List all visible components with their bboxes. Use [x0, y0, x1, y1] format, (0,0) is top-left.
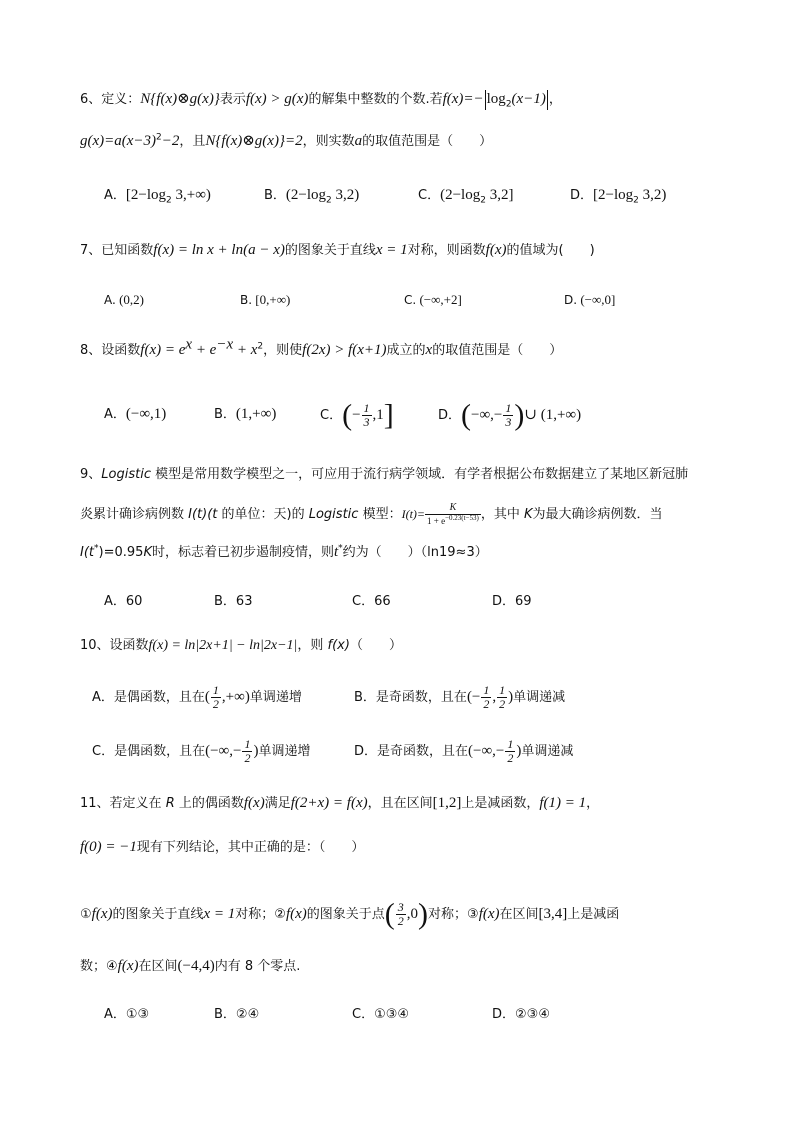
q8-option-c[interactable]: [320, 400, 394, 431]
fraction: [396, 901, 406, 928]
frac-den: 2: [212, 697, 219, 711]
q10-options-row1: [92, 682, 754, 712]
option-text: 是偶函数，且在: [114, 744, 206, 759]
q7-option-d[interactable]: [564, 288, 615, 312]
option-math: 3,2): [638, 187, 667, 203]
option-math: ): [253, 743, 259, 759]
frac-den: 2: [507, 751, 514, 765]
q11-line: x = 1: [203, 906, 236, 922]
q9-star: *: [94, 543, 99, 554]
q9-formula-fraction: [425, 502, 481, 527]
q6-option-a[interactable]: [104, 183, 211, 208]
q6-options: [104, 183, 754, 207]
option-label: D.: [564, 293, 578, 307]
option-value: ①③: [125, 1007, 150, 1022]
frac-num: 1: [483, 683, 490, 697]
fraction: [481, 684, 491, 711]
q6-f-definition: f(x)=−: [442, 91, 484, 107]
q6-log-base: 2: [505, 99, 512, 110]
q8-options: [104, 400, 754, 432]
q7-option-a[interactable]: [104, 288, 144, 312]
option-math: [0,+∞): [252, 292, 291, 307]
option-math: (−∞,−: [205, 743, 242, 759]
q9-text: 时，标志着已初步遏制疫情，则: [151, 545, 334, 560]
option-math: −∞,−: [471, 407, 503, 423]
frac-den: 2: [244, 751, 251, 765]
q6-text: 6、定义：: [80, 92, 141, 107]
q10-text: （ ）: [349, 638, 402, 653]
option-math: 3,+∞): [171, 187, 211, 203]
option-math: (−∞,−: [468, 743, 505, 759]
q11-f1: f(1) = 1: [539, 795, 587, 811]
q6-text: ，则实数: [302, 134, 355, 149]
option-label: C．: [92, 744, 115, 759]
fraction: [503, 402, 513, 429]
q6-text: 表示: [219, 92, 246, 107]
option-text: 是奇函数，且在: [377, 744, 469, 759]
frac-num: 1: [505, 401, 512, 415]
q11-text: 11、若定义在: [80, 796, 166, 811]
frac-num: 1: [507, 737, 514, 751]
frac-den: 2: [483, 697, 490, 711]
q9-text: 的单位：天)的: [217, 507, 309, 522]
option-label: A．: [92, 690, 114, 705]
q7-function: f(x) = ln x + ln(a − x): [153, 242, 285, 258]
fraction: [497, 684, 507, 711]
q6-text: ，: [548, 92, 562, 107]
frac-den: 3: [363, 415, 370, 429]
q9-text: )=0.95: [98, 545, 144, 560]
q11-fx: f(x): [478, 906, 500, 922]
q11-text: 对称；③: [428, 907, 479, 922]
option-math: (2−log: [440, 187, 481, 203]
q11-stem-line2: [80, 836, 754, 859]
q11-f0: f(0) = −1: [80, 839, 137, 855]
option-math: ): [508, 689, 514, 705]
q6-stem-line2: [80, 130, 754, 153]
q9-stem-line3: [80, 541, 754, 564]
option-sub: 2: [480, 195, 486, 206]
q8-option-a[interactable]: [104, 402, 166, 427]
frac-num: 1: [499, 683, 506, 697]
q9-k: K: [523, 507, 533, 522]
option-label: C．: [418, 188, 441, 203]
option-label: C．: [352, 1007, 375, 1022]
option-label: A．: [104, 188, 126, 203]
q9-option-a[interactable]: [104, 590, 142, 614]
q10-text: 10、设函数: [80, 638, 149, 653]
q7-line: x = 1: [375, 242, 408, 258]
option-label: B．: [264, 188, 286, 203]
q11-text: 上是减函数，: [461, 796, 540, 811]
q8-function: + e: [192, 342, 217, 358]
option-sub: 2: [633, 195, 639, 206]
q6-stem-line1: [80, 88, 754, 111]
frac-den: 3: [505, 415, 512, 429]
q6-g-definition: g(x)=a(x−3): [80, 133, 157, 149]
q9-stem-line2: [80, 500, 754, 529]
option-text: 单调递减: [521, 744, 574, 759]
q7-fx: f(x): [485, 242, 507, 258]
q9-text: ，其中: [480, 507, 524, 522]
q6-option-d[interactable]: [570, 183, 666, 208]
q6-log-arg: (x−1): [511, 91, 546, 107]
option-math: (: [204, 689, 210, 705]
option-text: 是奇函数，且在: [375, 690, 467, 705]
option-label: C．: [320, 408, 343, 423]
q7-options: [104, 288, 754, 312]
q11-fx: f(x): [285, 906, 307, 922]
q11-text: 在区间: [499, 907, 539, 922]
option-label: D．: [438, 408, 462, 423]
q10-option-a[interactable]: [92, 682, 302, 713]
option-label: D．: [570, 188, 594, 203]
q7-text: 对称，则函数: [407, 243, 486, 258]
q11-text: ，且在区间: [367, 796, 433, 811]
q11-text: ，: [586, 796, 600, 811]
q11-text: 数；④: [80, 959, 118, 974]
option-value: 69: [515, 594, 532, 609]
q10-options-row2: [92, 736, 754, 766]
option-text: 单调递减: [513, 690, 566, 705]
paren-right: ): [514, 398, 525, 432]
q10-fx: f(x): [327, 638, 350, 653]
q7-text: 7、已知函数: [80, 243, 154, 258]
option-math: [2−log: [125, 187, 167, 203]
option-label: A．: [104, 1007, 126, 1022]
q6-option-b[interactable]: [264, 183, 359, 208]
q11-text: ①: [80, 907, 92, 922]
q9-formula-lhs: I(t)=: [401, 507, 425, 521]
q7-stem: [80, 239, 754, 262]
q6-option-c[interactable]: [418, 183, 513, 208]
option-label: B.: [240, 293, 253, 307]
q7-option-c[interactable]: [404, 288, 462, 312]
q11-r: R: [165, 796, 175, 811]
q10-option-b[interactable]: [354, 682, 565, 713]
q11-fx: f(x): [91, 906, 113, 922]
option-math: ∪ (1,+∞): [524, 407, 582, 423]
option-math: 3,2]: [485, 187, 514, 203]
q11-text: 内有 8 个零点.: [214, 959, 301, 974]
q11-text: 在区间: [138, 959, 178, 974]
q9-logistic: Logistic: [101, 467, 151, 482]
option-math: (2−log: [285, 187, 327, 203]
q11-interval: [3,4]: [538, 906, 568, 922]
q11-text: 上的偶函数: [174, 796, 244, 811]
q9-text: 为最大确诊病例数．当: [532, 507, 663, 522]
option-math: (1,+∞): [235, 406, 277, 422]
option-math: (−∞,0]: [577, 292, 616, 307]
frac-den: 2: [397, 914, 404, 928]
option-label: C.: [404, 293, 417, 307]
q6-g-exponent: 2: [156, 132, 162, 143]
fraction: [505, 738, 515, 765]
abs-bar-right: [547, 90, 548, 110]
option-label: B．: [354, 690, 376, 705]
q10-function: f(x) = ln|2x+1| − ln|2x−1|: [148, 638, 298, 653]
q6-var-a: a: [354, 133, 363, 149]
q6-g-definition-tail: −2: [161, 133, 180, 149]
q11-text: 满足: [264, 796, 291, 811]
option-sub: 2: [326, 195, 332, 206]
formula-exp: −0.23(t−53): [445, 514, 479, 522]
option-math: ,+∞): [221, 689, 250, 705]
q11-fx: f(x): [117, 958, 139, 974]
q11-options: [104, 1003, 754, 1027]
q11-text: 上是减函: [567, 907, 620, 922]
paren-left: (: [461, 398, 472, 432]
option-label: C．: [352, 594, 375, 609]
q10-stem: [80, 635, 754, 657]
option-text: 是偶函数，且在: [113, 690, 205, 705]
option-math: (−∞,+2]: [416, 292, 462, 307]
q10-option-c[interactable]: [92, 736, 310, 767]
q11-text: 的图象关于直线: [112, 907, 204, 922]
option-label: A．: [104, 594, 126, 609]
option-math: ,1: [372, 407, 384, 423]
q11-option-b[interactable]: [214, 1003, 259, 1027]
q6-inequality: f(x) > g(x): [245, 91, 309, 107]
fraction: [362, 402, 372, 429]
frac-num: K: [425, 502, 481, 515]
option-value: ①③④: [374, 1007, 410, 1022]
q6-n-expression: N{f(x)⊗g(x)}: [140, 91, 220, 107]
q8-option-b[interactable]: [214, 402, 276, 427]
q8-exp: −x: [216, 336, 234, 353]
frac-num: 3: [397, 900, 404, 914]
q9-text: 炎累计确诊病例数: [80, 507, 189, 522]
fraction: [242, 738, 252, 765]
frac-num: 1: [212, 683, 219, 697]
q11-interval: [1,2]: [432, 795, 462, 811]
option-math: ,: [492, 689, 497, 705]
option-text: 单调递增: [249, 690, 302, 705]
option-label: A.: [104, 293, 116, 307]
q8-exp: 2: [257, 341, 264, 352]
q8-stem: [80, 336, 754, 362]
option-value: 66: [374, 594, 391, 609]
option-label: B．: [214, 407, 236, 422]
q9-text: 模型是常用数学模型之一，可应用于流行病学领域．有学者根据公布数据建立了某地区新冠肺: [150, 467, 689, 482]
option-value: ②④: [235, 1007, 260, 1022]
q9-stem-line1: [80, 464, 754, 486]
q9-text: 约为（ ）（ln19≈3）: [342, 545, 488, 560]
q11-interval: (−4,4): [177, 958, 215, 974]
paren-left: (: [342, 398, 353, 432]
option-math: (0,2): [115, 292, 144, 307]
option-label: D．: [354, 744, 378, 759]
q8-text: 成立的: [386, 343, 426, 358]
q8-option-d[interactable]: [438, 400, 581, 431]
option-math: 3,2): [331, 187, 360, 203]
q11-statements-line2: [80, 955, 754, 978]
option-value: ②③④: [515, 1007, 550, 1022]
q11-statements-line1: [80, 898, 754, 931]
q11-stem-line1: [80, 792, 754, 815]
option-label: D．: [492, 1007, 516, 1022]
option-math: ): [516, 743, 522, 759]
q9-option-b[interactable]: [214, 590, 252, 614]
q11-fx: f(x): [243, 795, 265, 811]
q9-star: *: [338, 543, 343, 554]
frac-num: 1: [244, 737, 251, 751]
q9-text: 模型：: [358, 507, 402, 522]
q7-option-b[interactable]: [240, 288, 290, 312]
frac-den: 2: [499, 697, 506, 711]
q11-text: 对称；②: [235, 907, 286, 922]
option-math: (−: [466, 689, 481, 705]
q8-text: ，则使: [263, 343, 303, 358]
q8-text: 的取值范围是（ ）: [432, 343, 563, 358]
q8-inequality: f(2x) > f(x+1): [302, 342, 387, 358]
q6-log: log: [486, 91, 506, 107]
q9-text: 9、: [80, 467, 102, 482]
q9-k: K: [143, 545, 152, 560]
option-label: B．: [214, 594, 236, 609]
q11-option-d[interactable]: [492, 1003, 550, 1027]
formula-den: 1 + e: [427, 516, 446, 526]
option-sub: 2: [166, 195, 172, 206]
option-math: [2−log: [593, 187, 634, 203]
q10-option-d[interactable]: [354, 736, 573, 767]
q6-text: 的取值范围是（ ）: [362, 134, 493, 149]
option-label: D．: [492, 594, 516, 609]
option-math: (−∞,1): [125, 406, 167, 422]
q7-text: 的值域为( ): [506, 243, 595, 258]
q8-function: + x: [233, 342, 258, 358]
frac-den: [425, 515, 481, 527]
q9-t-star: t: [333, 544, 339, 560]
q10-text: ，则: [297, 638, 328, 653]
q11-option-a[interactable]: [104, 1003, 149, 1027]
option-value: 60: [125, 594, 143, 609]
q7-text: 的图象关于直线: [284, 243, 376, 258]
q9-options: [104, 590, 754, 614]
option-math: −: [352, 407, 361, 423]
q8-exp: x: [185, 336, 193, 353]
abs-bar-left: [485, 90, 486, 110]
q11-text: 的图象关于点: [306, 907, 385, 922]
q6-text: 的解集中整数的个数.若: [308, 92, 443, 107]
q11-text: 现有下列结论，其中正确的是：（ ）: [136, 840, 365, 855]
q6-text: ，且: [179, 134, 206, 149]
q9-it-star: I(t: [80, 545, 95, 560]
q8-text: 8、设函数: [80, 343, 141, 358]
paren-left: (: [384, 897, 395, 931]
q6-n-condition: N{f(x)⊗g(x)}=2: [205, 133, 303, 149]
q9-logistic: Logistic: [308, 507, 359, 522]
q9-it: I(t)(t: [188, 507, 218, 522]
q9-option-c[interactable]: [352, 590, 391, 614]
option-value: 63: [235, 594, 253, 609]
option-label: B．: [214, 1007, 236, 1022]
q11-equation: f(2+x) = f(x): [290, 795, 368, 811]
q8-var: x: [425, 342, 433, 358]
q8-function: f(x) = e: [140, 342, 186, 358]
paren-right: ): [418, 897, 429, 931]
q9-option-d[interactable]: [492, 590, 532, 614]
q11-option-c[interactable]: [352, 1003, 409, 1027]
paren-right: ]: [383, 398, 394, 432]
option-text: 单调递增: [258, 744, 311, 759]
option-label: A．: [104, 407, 126, 422]
q11-point: ,0: [406, 906, 419, 922]
fraction: [211, 684, 221, 711]
frac-num: 1: [363, 401, 370, 415]
